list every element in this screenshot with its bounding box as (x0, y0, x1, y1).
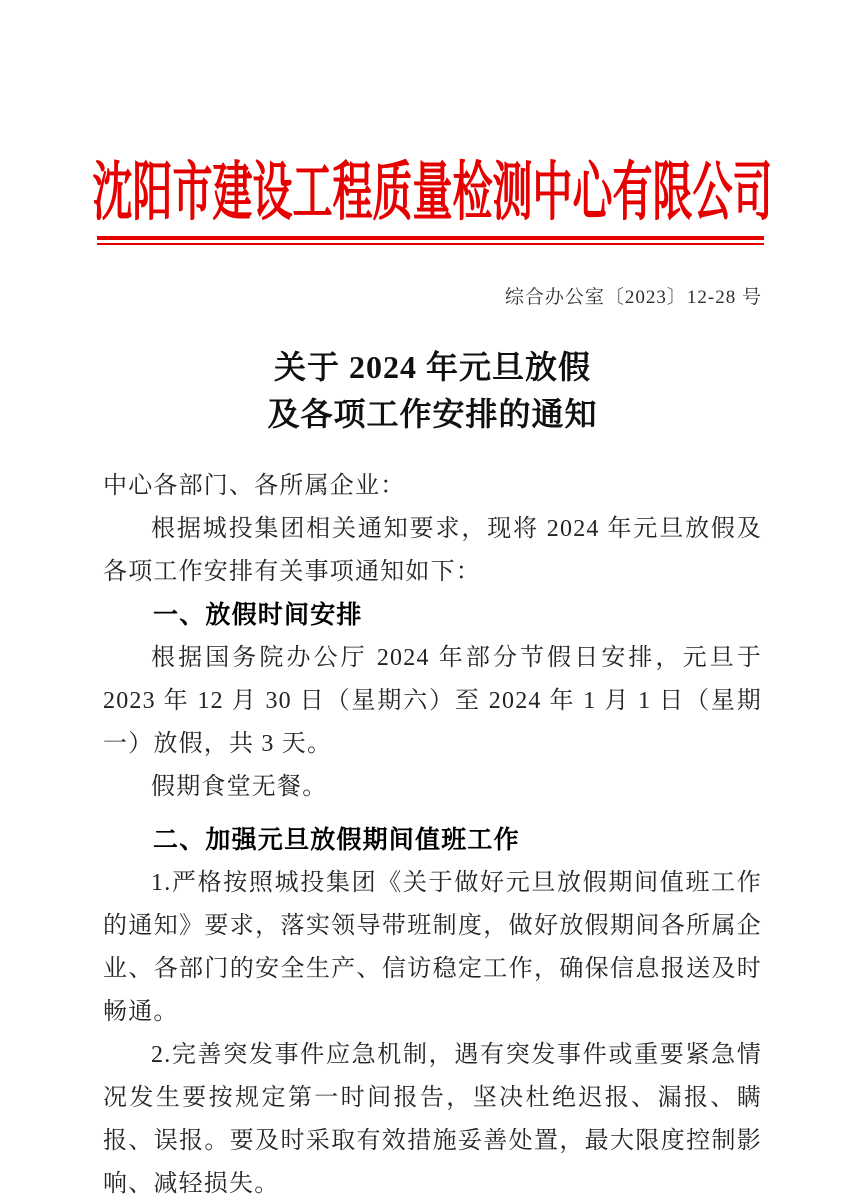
page-title-line-2: 及各项工作安排的通知 (267, 396, 598, 432)
doc-number: 综合办公室〔2023〕12-28 号 (504, 287, 762, 308)
intro-paragraph: 根据城投集团相关通知要求，现将 2024 年元旦放假及各项工作安排有关事项通知如下： (103, 516, 762, 585)
page-title-line-1: 关于 2024 年元旦放假 (273, 349, 591, 385)
document-body (103, 465, 762, 1200)
page-title (103, 344, 762, 438)
section2-paragraph-2: 2.完善突发事件应急机制，遇有突发事件或重要紧急情况发生要按规定第一时间报告，坚决杜绝迟报、漏报、瞒报、误报。要及时采取有效措施妥善处置，最大限度控制影响、减轻损失。 (103, 1042, 762, 1197)
section1-paragraph-1: 根据国务院办公厅 2024 年部分节假日安排，元旦于 2023 年 12 月 30 日（星期六）至 2024 年 1 月 1 日（星期一）放假，共 3 天。 (103, 645, 762, 757)
section1-paragraph-2: 假期食堂无餐。 (151, 774, 328, 800)
letterhead (92, 150, 773, 236)
company-name: 沈阳市建设工程质量检测中心有限公司 (92, 156, 773, 229)
section2-heading: 二、加强元旦放假期间值班工作 (153, 826, 520, 854)
section1-heading: 一、放假时间安排 (153, 601, 363, 629)
letterhead-divider (97, 236, 764, 245)
section2-paragraph-1: 1.严格按照城投集团《关于做好元旦放假期间值班工作的通知》要求，落实领导带班制度，做好放假期间各所属企业、各部门的安全生产、信访稳定工作，确保信息报送及时畅通。 (103, 870, 762, 1025)
salutation: 中心各部门、各所属企业： (103, 473, 406, 499)
